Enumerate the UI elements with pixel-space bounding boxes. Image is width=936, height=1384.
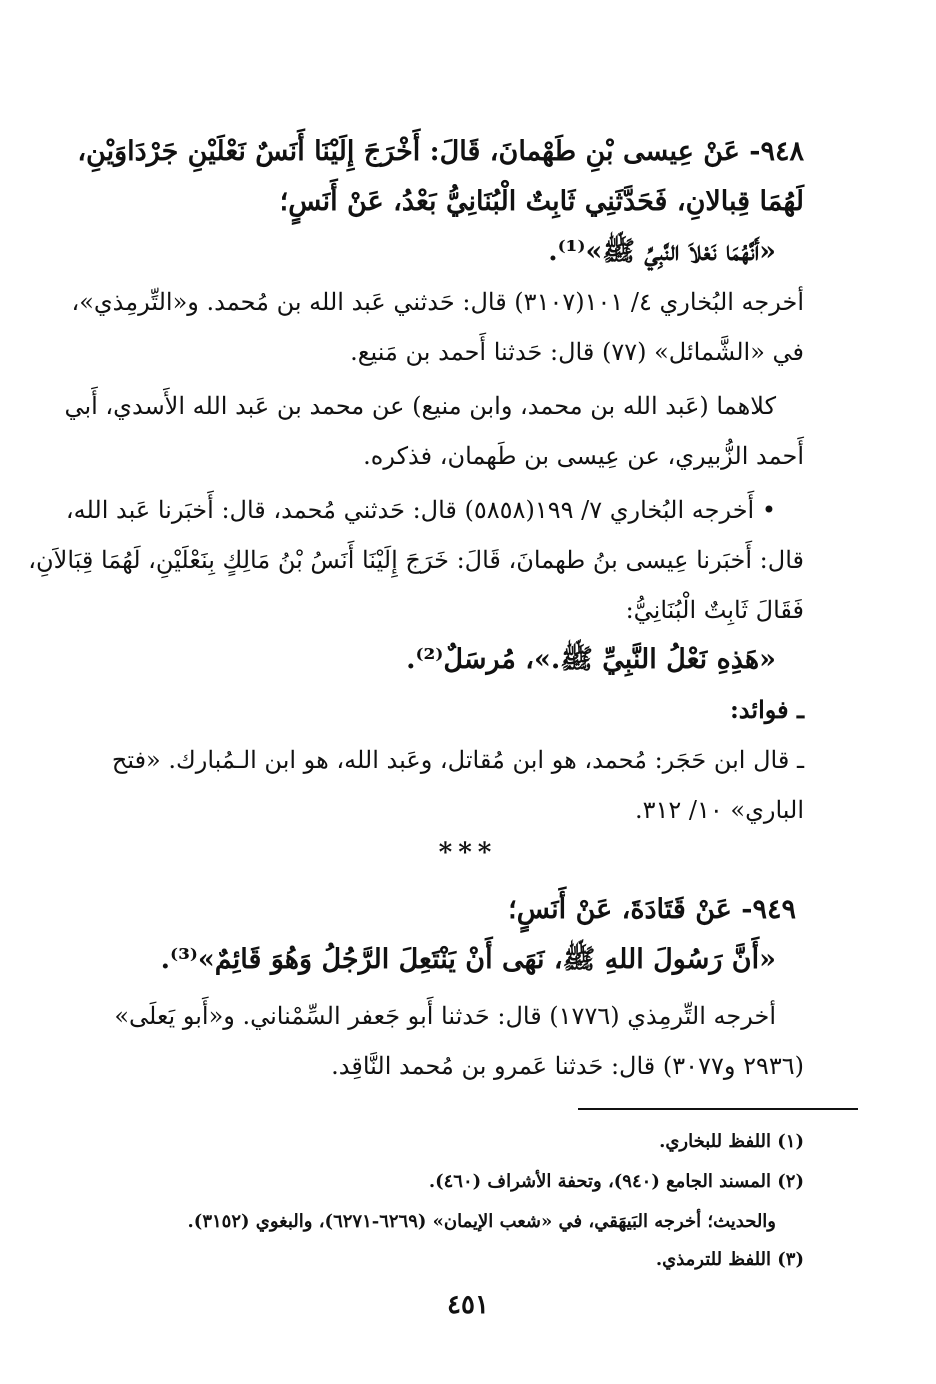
- takhrij-948-line-6: قال: أَخبَرنا عِيسى بنُ طهمانَ، قَالَ: خَرَجَ إِلَيْنَا أَنَسُ بْنُ مَالِكٍ بِنَعْلَيْنِ، لَهُمَا قِبَالاَنِ،: [28, 546, 804, 574]
- hadith-948-line-1: ٩٤٨- عَنْ عِيسى بْنِ طَهْمانَ، قَالَ: أَخْرَجَ إِلَيْنَا أَنَسٌ نَعْلَيْنِ جَرْدَاوَيْنِ،: [77, 136, 804, 167]
- takhrij-948-line-2: في «الشَّمائل» (٧٧) قال: حَدثنا أَحمد بن مَنيع.: [350, 338, 804, 366]
- takhrij-948-line-1: أخرجه البُخاري ٤/ ١٠١(٣١٠٧) قال: حَدثني عَبد الله بن مُحمد. و«التِّرمِذي»،: [71, 288, 804, 316]
- hadith-948-line-3: «أَنَّهُمَا نَعْلاَ النَّبِيِّ ﷺ»⁽¹⁾.: [548, 236, 776, 267]
- takhrij-949-line-2: (٢٩٣٦ و٣٠٧٧) قال: حَدثنا عَمرو بن مُحمد النَّاقِد.: [331, 1052, 804, 1080]
- takhrij-949-line-1: أخرجه التِّرمِذي (١٧٧٦) قال: حَدثنا أَبو جَعفر السِّمْناني. و«أَبو يَعلَى»: [114, 1002, 776, 1030]
- footnote-divider: [578, 1108, 858, 1110]
- takhrij-948-line-8: «هَذِهِ نَعْلُ النَّبِيِّ ﷺ.»، مُرسَلٌ⁽²⁾.: [406, 644, 776, 675]
- footnote-2: (٢) المسند الجامع (٩٤٠)، وتحفة الأشراف (٤٦٠).: [428, 1171, 804, 1192]
- takhrij-948-line-4: أَحمد الزُّبيري، عن عِيسى بن طَهمان، فذكره.: [363, 442, 804, 470]
- page-number: ٤٥١: [447, 1290, 489, 1320]
- hadith-949-line-2: «أَنَّ رَسُولَ اللهِ ﷺ، نَهَى أَنْ يَنْتَعِلَ الرَّجُلُ وَهُوَ قَائِمٌ»⁽³⁾.: [160, 944, 776, 975]
- fawaid-heading: ـ فوائد:: [729, 695, 804, 724]
- hadith-949-line-1: ٩٤٩- عَنْ قَتَادَةَ، عَنْ أَنَسٍ؛: [508, 894, 796, 925]
- footnote-1: (١) اللفظ للبخاري.: [659, 1131, 804, 1152]
- section-separator: ***: [438, 838, 498, 868]
- takhrij-948-line-7: فَقَالَ ثَابِتٌ الْبُنَانِيُّ:: [625, 596, 804, 624]
- fawaid-line-2: الباري» ١٠/ ٣١٢.: [634, 796, 804, 824]
- takhrij-948-line-5: • أَخرجه البُخاري ٧/ ١٩٩(٥٨٥٨) قال: حَدثني مُحمد، قال: أَخبَرنا عَبد الله،: [65, 496, 776, 524]
- hadith-948-line-2: لَهُمَا قِبالانِ، فَحَدَّثَنِي ثَابِتٌ الْبُنَانِيُّ بَعْدُ، عَنْ أَنَسٍ؛: [279, 186, 804, 217]
- takhrij-948-line-3: كلاهما (عَبد الله بن محمد، وابن منيع) عن محمد بن عَبد الله الأَسدي، أَبي: [64, 392, 776, 420]
- footnote-2-continued: والحديث؛ أخرجه البَيهَقي، في «شعب الإيمان» (٦٢٦٩-٦٢٧١)، والبغوي (٣١٥٢).: [187, 1211, 776, 1232]
- fawaid-line-1: ـ قال ابن حَجَر: مُحمد، هو ابن مُقاتل، وعَبد الله، هو ابن الـمُبارك. «فتح: [111, 746, 804, 774]
- footnote-3: (٣) اللفظ للترمذي.: [655, 1249, 804, 1270]
